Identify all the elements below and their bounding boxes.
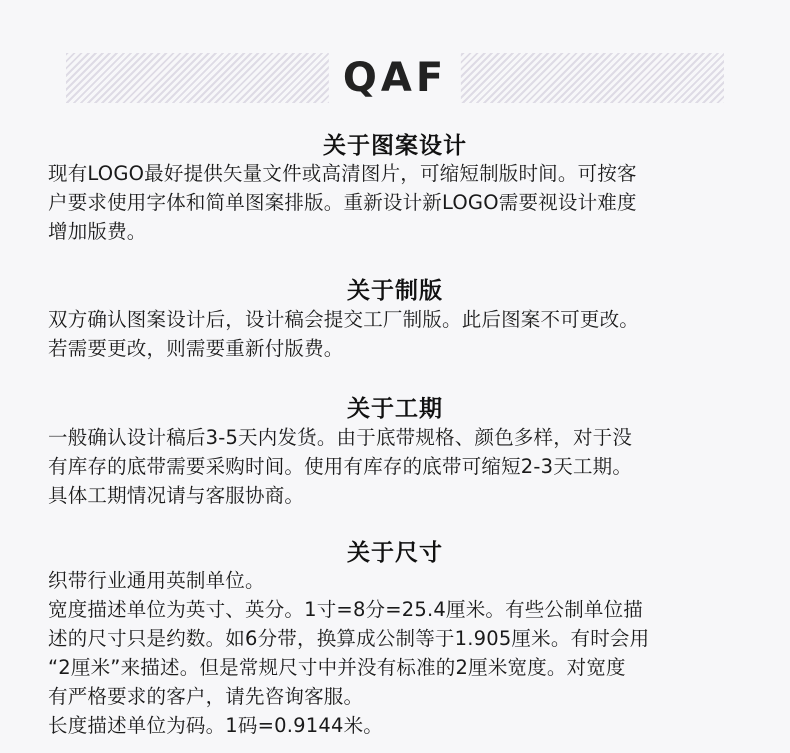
- text-line: 有库存的底带需要采购时间。使用有库存的底带可缩短2-3天工期。: [48, 455, 633, 478]
- text-line: 增加版费。: [48, 220, 147, 243]
- section-title-schedule: 关于工期: [347, 396, 443, 422]
- section-title-design: 关于图案设计: [323, 133, 467, 159]
- text-line: 述的尺寸只是约数。如6分带，换算成公制等于1.905厘米。有时会用: [48, 627, 650, 650]
- text-line: 宽度描述单位为英寸、英分。1寸=8分=25.4厘米。有些公制单位描: [48, 598, 644, 621]
- section-body-plate: [48, 305, 748, 363]
- brand-logo: QAF: [329, 53, 461, 103]
- brand-banner: [66, 53, 724, 103]
- text-line: 一般确认设计稿后3-5天内发货。由于底带规格、颜色多样，对于没: [48, 426, 633, 449]
- text-line: 双方确认图案设计后，设计稿会提交工厂制版。此后图案不可更改。: [48, 308, 640, 331]
- text-line: 具体工期情况请与客服协商。: [48, 484, 305, 507]
- text-line: 若需要更改，则需要重新付版费。: [48, 337, 344, 360]
- section-body-schedule: [48, 423, 748, 510]
- text-line: 长度描述单位为码。1码=0.9144米。: [48, 714, 383, 737]
- text-line: “2厘米”来描述。但是常规尺寸中并没有标准的2厘米宽度。对宽度: [48, 656, 626, 679]
- section-title-plate: 关于制版: [347, 278, 443, 304]
- text-line: 有严格要求的客户，请先咨询客服。: [48, 685, 364, 708]
- text-line: 户要求使用字体和简单图案排版。重新设计新LOGO需要视设计难度: [48, 191, 637, 214]
- text-line: 织带行业通用英制单位。: [48, 569, 265, 592]
- text-line: 现有LOGO最好提供矢量文件或高清图片，可缩短制版时间。可按客: [48, 162, 637, 185]
- section-title-size: 关于尺寸: [347, 540, 443, 566]
- section-body-design: [48, 159, 748, 246]
- section-body-size: [48, 566, 748, 740]
